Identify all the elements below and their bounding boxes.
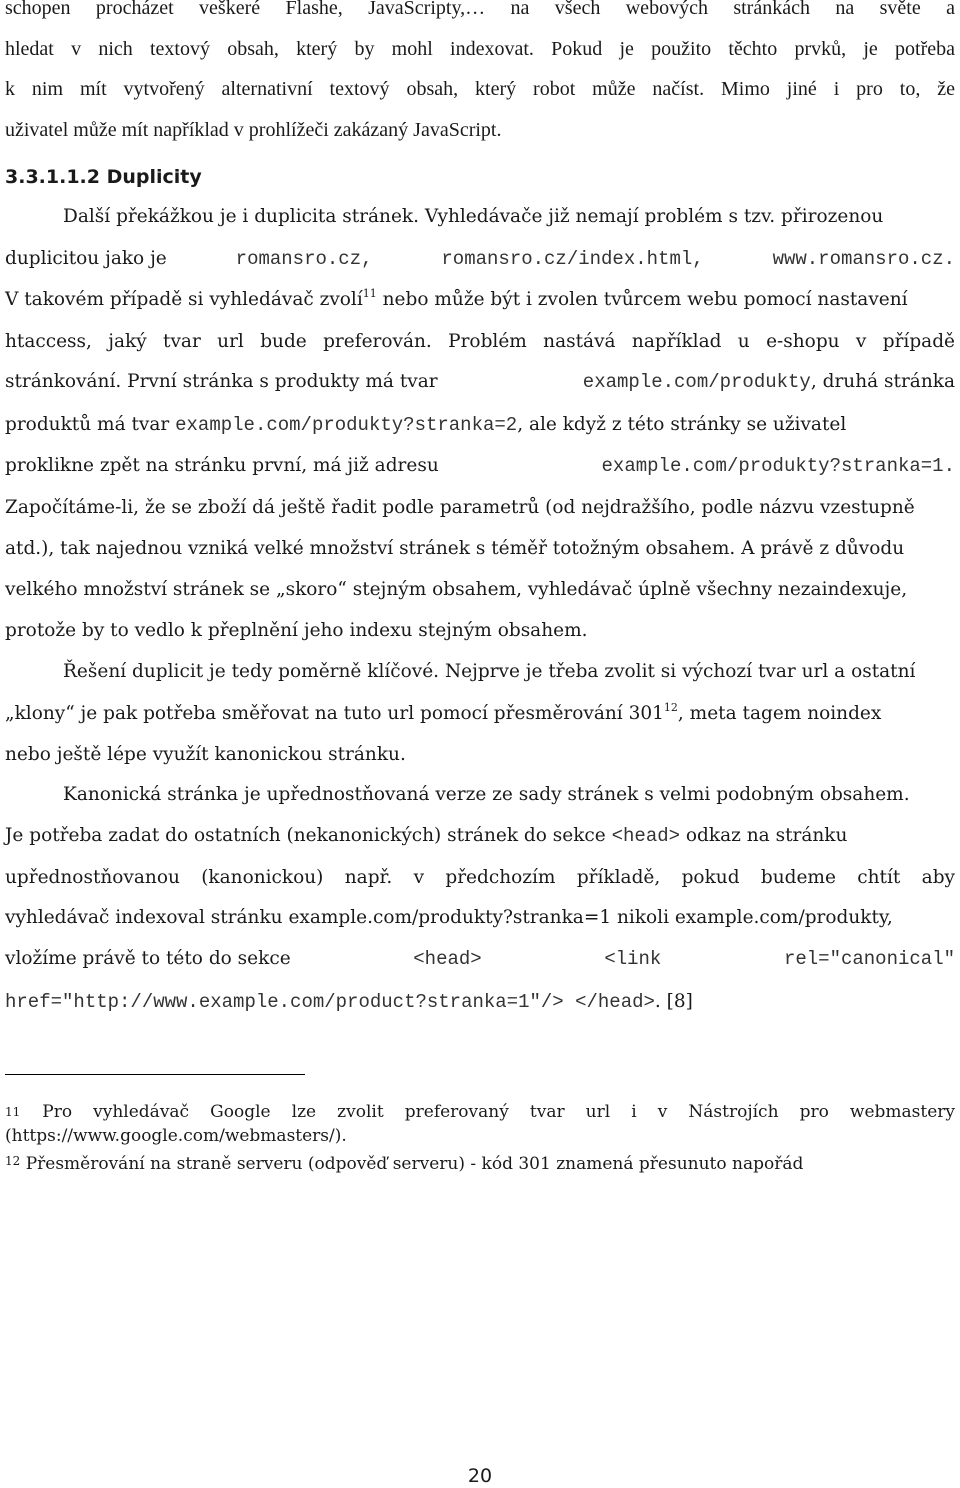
footnote-number: 11 [5, 1105, 21, 1119]
code-text: romansro.cz/index.html, [441, 248, 704, 270]
body-text: , meta tagem noindex [677, 703, 882, 724]
body-text: , druhá stránka [810, 371, 955, 392]
body-text: . [8] [654, 991, 693, 1012]
body-text-line [5, 702, 881, 726]
footnote-continuation: (https://www.google.com/webmasters/). [5, 1126, 347, 1146]
body-text-line: vyhledávač indexoval stránku example.com/produkty?stranka=1 nikoli example.com/produkty, [5, 907, 893, 928]
body-text-line [5, 824, 847, 848]
body-text-line: htaccess, jaký tvar url bude preferován. Problém nastává například u e-shopu v případě [5, 331, 955, 352]
footnote-ref: 12 [663, 701, 678, 714]
section-heading: 3.3.1.1.2 Duplicity [5, 166, 202, 188]
code-text: example.com/produkty?stranka=2 [175, 414, 518, 436]
footnote-ref: 11 [362, 287, 377, 300]
body-text-line [5, 288, 908, 312]
code-text: <link [604, 948, 662, 970]
body-text-line: velkého množství stránek se „skoro“ stejným obsahem, vyhledávač úplně všechny nezaindexuje, [5, 579, 908, 600]
body-text-line: Řešení duplicit je tedy poměrně klíčové. Nejprve je třeba zvolit si výchozí tvar url a ostatní [63, 661, 916, 682]
footnote-number: 12 [5, 1154, 21, 1168]
code-text: example.com/produkty?stranka=1. [601, 455, 955, 477]
code-text: example.com/produkty [582, 371, 811, 393]
body-text: , ale když z této stránky se uživatel [517, 414, 847, 435]
code-text: rel="canonical" [783, 948, 955, 970]
footnote-separator [5, 1074, 305, 1075]
body-text: stránkování. První stránka s produkty má tvar [5, 371, 438, 392]
body-text-line [5, 247, 955, 271]
body-text-line: atd.), tak najednou vzniká velké množství stránek s téměř totožným obsahem. A právě z důvodu [5, 538, 905, 559]
body-text-line [5, 947, 955, 971]
body-text-line: k nim mít vytvořený alternativní textový obsah, který robot může načíst. Mimo jiné i pro to, že [5, 78, 955, 100]
body-text-line: nebo ještě lépe využít kanonickou stránku. [5, 744, 406, 765]
body-text-line: hledat v nich textový obsah, který by mohl indexovat. Pokud je použito těchto prvků, je potřeba [5, 38, 955, 60]
body-text: „klony“ je pak potřeba směřovat na tuto url pomocí přesměrování 301 [5, 703, 664, 724]
footnote-text: Pro vyhledávač Google lze zvolit preferovaný tvar url i v Nástrojích pro webmastery [42, 1102, 955, 1122]
body-text-line: uživatel může mít například v prohlížeči zakázaný JavaScript. [5, 119, 502, 141]
footnote [5, 1101, 955, 1126]
body-text-line: upřednostňovanou (kanonickou) např. v předchozím příkladě, pokud budeme chtít aby [5, 867, 955, 888]
body-text: proklikne zpět na stránku první, má již adresu [5, 455, 439, 476]
footnote [5, 1150, 803, 1175]
body-text: vložíme právě to této do sekce [5, 948, 291, 969]
body-text-line [5, 413, 846, 437]
body-text: produktů má tvar [5, 414, 176, 435]
body-text-line: Kanonická stránka je upřednostňovaná verze ze sady stránek s velmi podobným obsahem. [63, 784, 910, 805]
body-text: duplicitou jako je [5, 248, 167, 269]
body-text: odkaz na stránku [680, 825, 848, 846]
page-number: 20 [467, 1465, 493, 1487]
body-text: nebo může být i zvolen tvůrcem webu pomocí nastavení [376, 289, 908, 310]
code-text: href="http://www.example.com/product?stranka=1"/> </head> [5, 991, 655, 1013]
body-text-line [5, 990, 693, 1014]
code-text: <head> [611, 825, 681, 847]
body-text: V takovém případě si vyhledávač zvolí [5, 289, 363, 310]
code-text: romansro.cz, [235, 248, 373, 270]
body-text: Je potřeba zadat do ostatních (nekanonických) stránek do sekce [5, 825, 612, 846]
body-text-line: schopen procházet veškeré Flashe, JavaScripty,… na všech webových stránkách na světe a [5, 0, 955, 19]
body-text-line [5, 370, 955, 394]
body-text-line [5, 454, 955, 478]
code-text: <head> [413, 948, 482, 970]
body-text-line: Započítáme-li, že se zboží dá ještě řadit podle parametrů (od nejdražšího, podle názvu vzestupně [5, 497, 915, 518]
body-text-line: Další překážkou je i duplicita stránek. Vyhledávače již nemají problém s tzv. přirozenou [63, 206, 884, 227]
body-text-line: protože by to vedlo k přeplnění jeho indexu stejným obsahem. [5, 620, 588, 641]
code-text: www.romansro.cz. [772, 248, 955, 270]
footnote-text: Přesměrování na straně serveru (odpověď serveru) - kód 301 znamená přesunuto napořád [25, 1154, 804, 1174]
